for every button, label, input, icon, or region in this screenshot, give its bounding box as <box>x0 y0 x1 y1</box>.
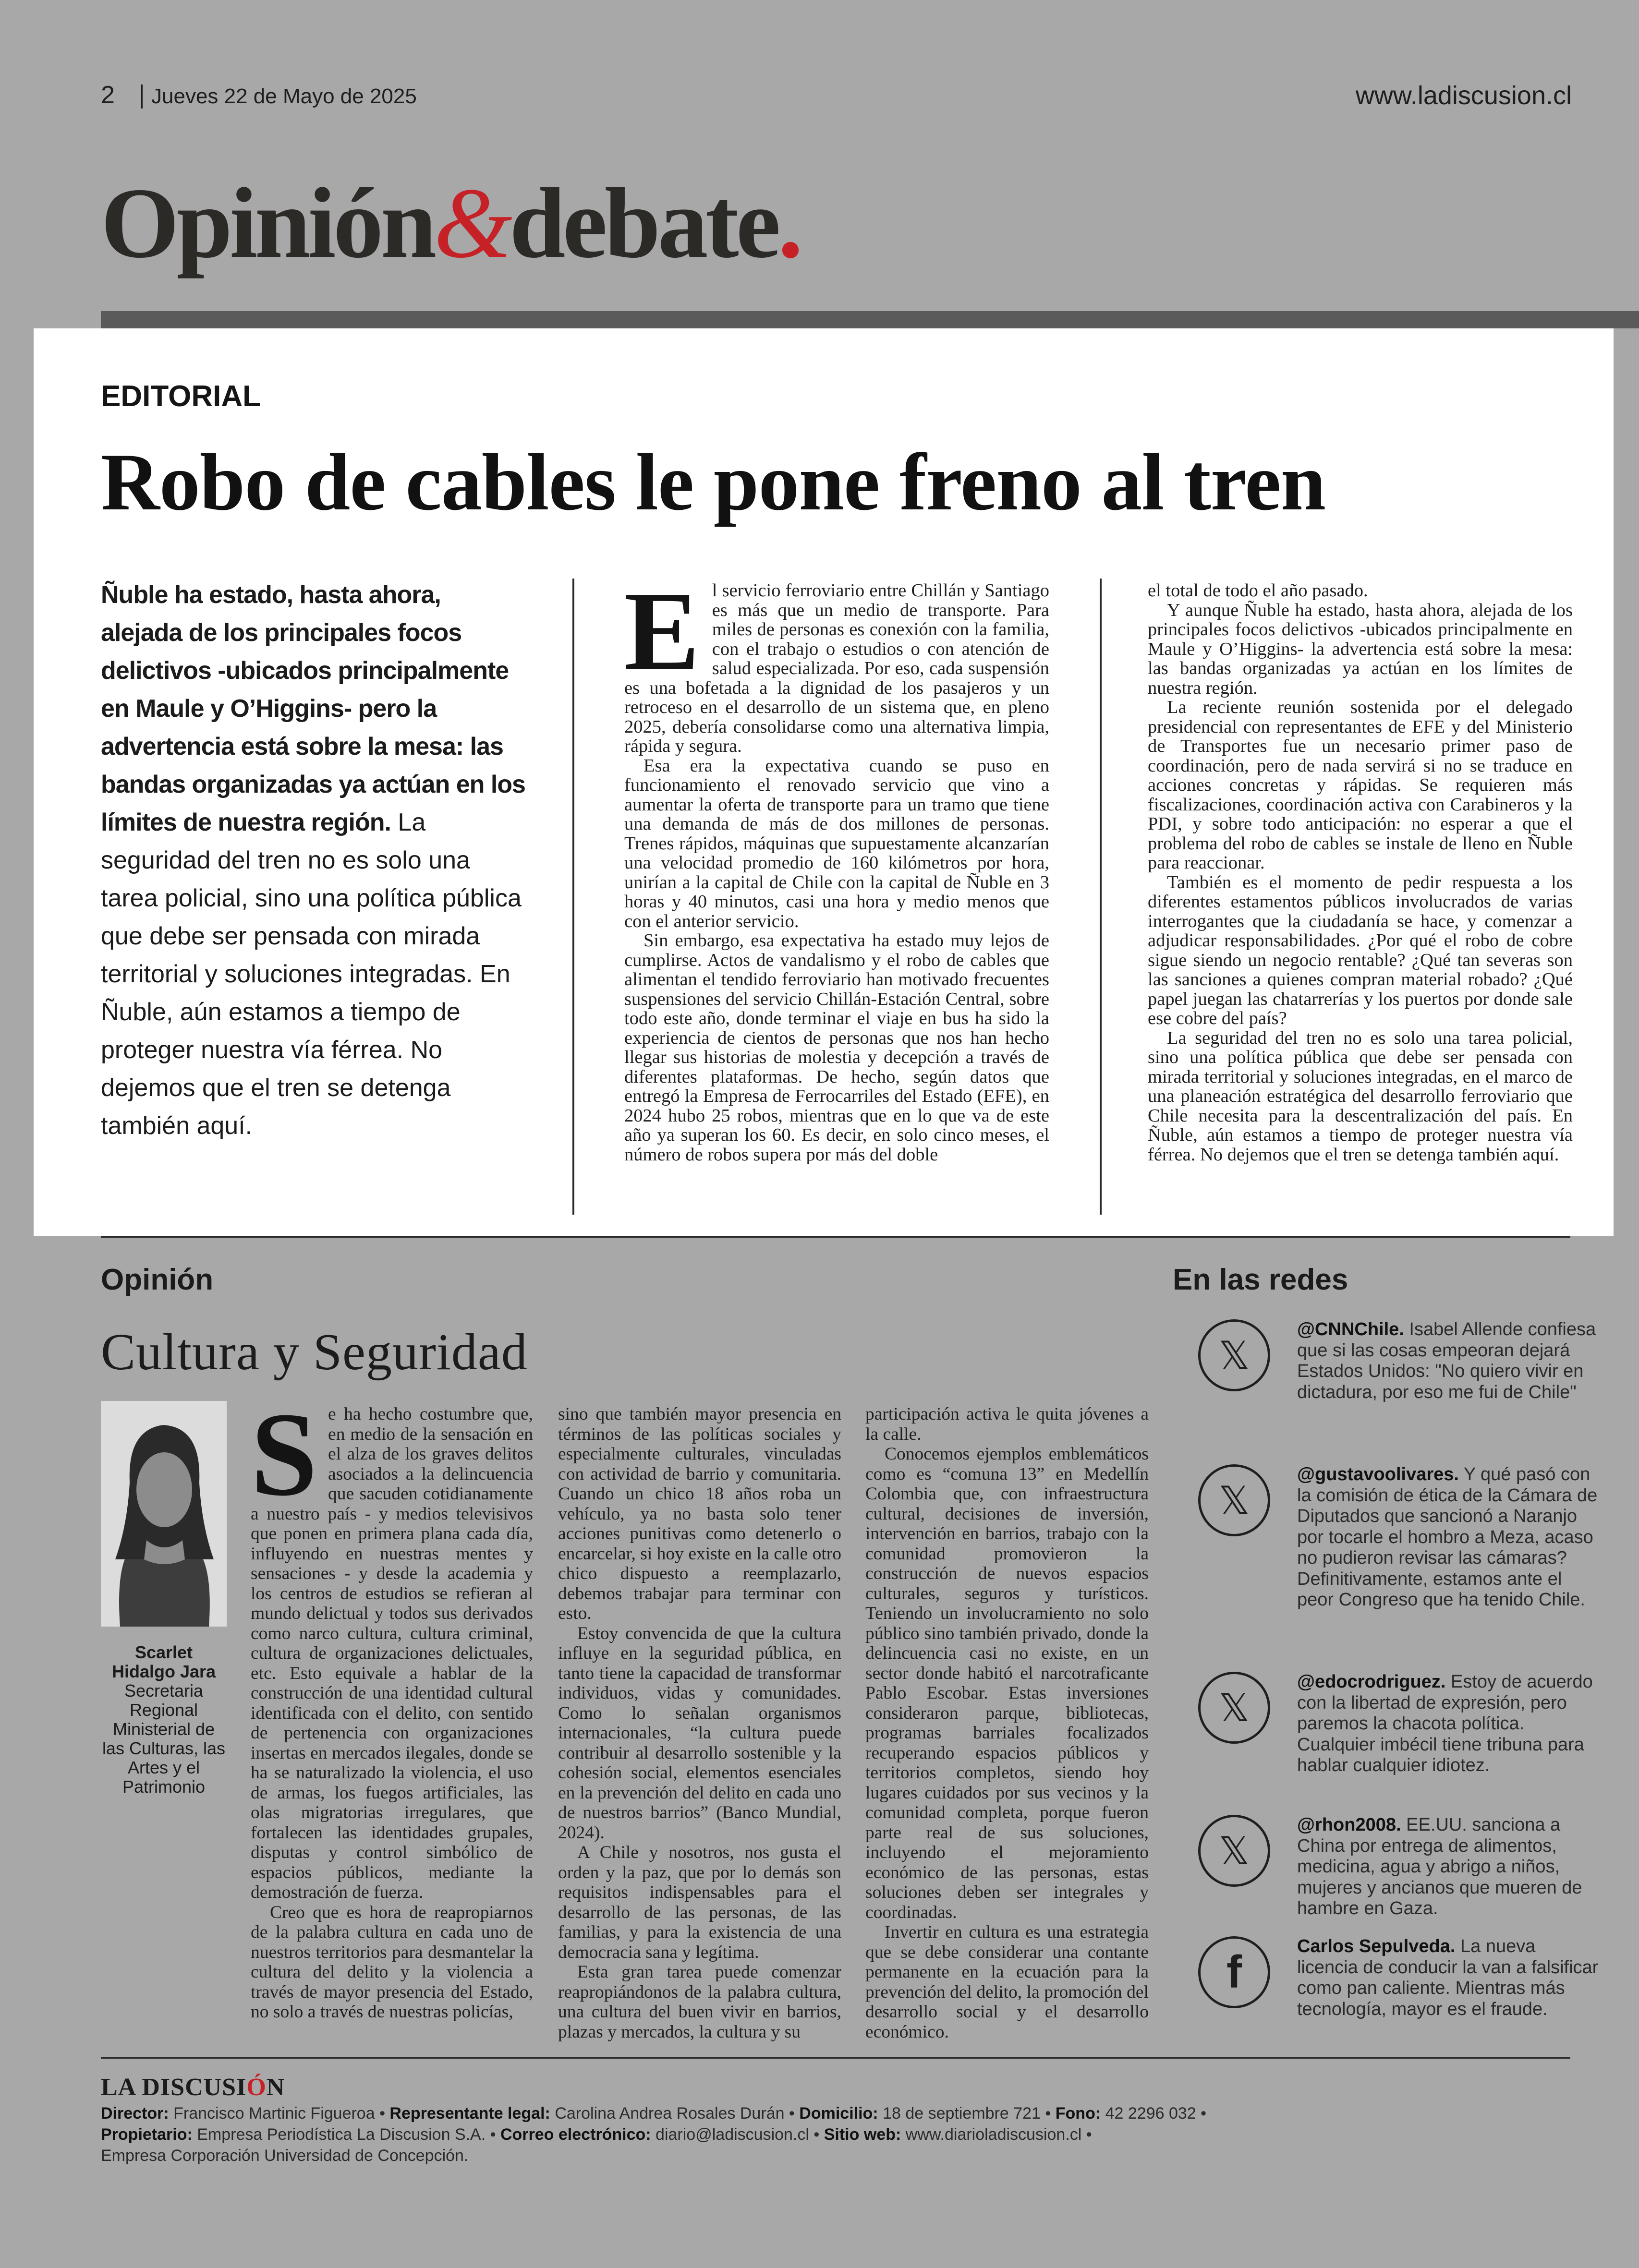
director-value: Francisco Martinic Figueroa • <box>169 2104 390 2123</box>
paragraph: Estoy convencida de que la cultura influye en la seguridad pública, en tanto tiene la capacidad de transformar individuos, vidas y comunidades. Como lo señalan organismos internacionales, “la cultura puede contribuir al desarrollo sostenible y la cohesión social, elementos esenciales en la prevención del delito en cada uno de nuestros barrios” (Banco Mundial, 2024). <box>558 1623 841 1843</box>
paragraph: La reciente reunión sostenida por el delegado presidencial con representantes de EFE y del Ministerio de Transportes fue un necesario primer paso de coordinación, pero de nada servirá si no se traduce en acciones concretas y rápidas. Se requieren más fiscalizaciones, coordinación activa con Carabineros y la PDI, y sobre todo anticipación: no esperar a que el problema del robo de cables se instale de lleno en Ñuble para reaccionar. <box>1148 697 1573 873</box>
paragraph: el total de todo el año pasado. <box>1148 580 1368 601</box>
social-post-body: Isabel Allende confiesa que si las cosas empeoran dejará Estados Unidos: "No quiero vivir en dictadura, por eso me fui de Chile" <box>1297 1319 1596 1402</box>
section-title-ampersand: & <box>434 168 510 279</box>
brand-text: LA DISCUSI <box>101 2074 247 2101</box>
issue-date: Jueves 22 de Mayo de 2025 <box>151 84 417 108</box>
author-info <box>101 1643 227 1797</box>
editorial-column-1 <box>624 568 1049 1165</box>
editorial-lead <box>101 576 528 1145</box>
paragraph: Creo que es hora de reapropiarnos de la palabra cultura en cada uno de nuestros territorios para desmantelar la cultura del delito y la violencia a través de mayor presencia del Estado, no solo a través de nuestras policías, <box>251 1902 533 2022</box>
social-post-body: EE.UU. sanciona a China por entrega de alimentos, medicina, agua y abrigo a niños, mujeres y ancianos que mueren de hambre en Gaza. <box>1297 1815 1582 1918</box>
section-divider <box>101 1236 1570 1238</box>
section-bar <box>101 311 1639 328</box>
owner-label: Propietario: <box>101 2125 193 2144</box>
social-handle[interactable]: @edocrodriguez. <box>1297 1672 1446 1692</box>
page-number: 2 <box>101 81 115 109</box>
paragraph: l servicio ferroviario entre Chillán y Santiago es más que un medio de transporte. Para miles de personas es conexión con la familia, con el trabajo o estudios o con atención de salud especializada. Por eso, cada suspensión es una bofetada a la dignidad de los pasajeros y un retroceso en el desarrollo de un sistema que, en pleno 2025, debería consolidarse como una alternativa limpia, rápida y segura. <box>624 580 1049 756</box>
legal-rep-label: Representante legal: <box>389 2104 550 2123</box>
director-label: Director: <box>101 2104 169 2123</box>
newspaper-brand <box>101 2073 285 2101</box>
social-handle[interactable]: @rhon2008. <box>1297 1815 1401 1835</box>
social-handle[interactable]: Carlos Sepulveda. <box>1297 1936 1456 1956</box>
paragraph: e ha hecho costumbre que, en medio de la sensación en el alza de los graves delitos asociados a la delincuencia que sacuden cotidianamente a nuestro país - y medios televisivos que ponen en primera plana cada día, influyendo en nuestras mentes y sensaciones - y desde la academia y los centros de estudios se refieran al mundo delictual y todos sus derivados como narco cultura, cultura criminal, cultura de organizaciones delictuales, etc. Esto equivale a hablar de la construcción de una identidad cultural identificada con el delito, con sentido de pertenencia con organizaciones insertas en mercados ilegales, donde se ha se naturalizado la violencia, el uso de armas, los fuegos artificiales, las olas migratorias irregulares, que fortalecen las identidades grupales, disputas y control simbólico de espacios públicos, mediante la demostración de fuerza. <box>251 1404 533 1902</box>
social-label: En las redes <box>1173 1263 1348 1296</box>
opinion-column-3 <box>865 1404 1149 2042</box>
website-value[interactable]: www.diarioladiscusion.cl • <box>901 2125 1092 2144</box>
editorial-lead-bold: Ñuble ha estado, hasta ahora, alejada de los principales focos delictivos -ubicados principalmente en Maule y O’Higgins- pero la advertencia está sobre la mesa: las bandas organizadas ya actúan en los límites de nuestra región. <box>101 581 525 836</box>
paragraph: Y aunque Ñuble ha estado, hasta ahora, alejada de los principales focos delictivos -ubicados principalmente en Maule y O’Higgins- la advertencia está sobre la mesa: las bandas organizadas ya actúan en los límites de nuestra región. <box>1148 600 1573 698</box>
opinion-label: Opinión <box>101 1263 214 1296</box>
email-value[interactable]: diario@ladiscusion.cl • <box>651 2125 824 2144</box>
paragraph: Sin embargo, esa expectativa ha estado muy lejos de cumplirse. Actos de vandalismo y el robo de cables que alimentan el tendido ferroviario han motivado frecuentes suspensiones del servicio Chillán-Estación Central, sobre todo este año, donde terminar el viaje en bus ha sido la experiencia de cientos de personas que nos han hecho llegar sus historias de molestia y decepción a través de diferentes plataformas. De hecho, según datos que entregó la Empresa de Ferrocarriles del Estado (EFE), en 2024 hubo 25 robos, mientras que en lo que va de este año ya superan los 60. Es decir, en solo cinco meses, el número de robos supera por más del doble <box>624 930 1049 1165</box>
phone-value: 42 2296 032 • <box>1101 2104 1207 2123</box>
masthead-line-3: Empresa Corporación Universidad de Concepción. <box>101 2147 469 2165</box>
column-divider <box>1100 579 1102 1215</box>
x-logo-icon: 𝕏 <box>1198 1815 1270 1887</box>
owner-value: Empresa Periodística La Discusion S.A. • <box>192 2125 500 2144</box>
social-post-text <box>1297 1464 1600 1611</box>
section-title <box>101 168 801 279</box>
social-post-body: Estoy de acuerdo con la libertad de expresión, pero paremos la chacota política. Cualquier imbécil tiene tribuna para hablar cualquier idiotez. <box>1297 1672 1593 1775</box>
masthead-line-1 <box>101 2103 1570 2124</box>
social-handle[interactable]: @gustavoolivares. <box>1297 1464 1459 1484</box>
x-logo-icon: 𝕏 <box>1198 1319 1270 1391</box>
legal-rep-value: Carolina Andrea Rosales Durán • <box>550 2104 800 2123</box>
paragraph: sino que también mayor presencia en términos de las políticas sociales y especialmente culturales, vinculadas con actividad de barrio y comunitaria. Cuando un chico 18 años roba un vehículo, ya no basta solo tener acciones punitivas como detenerlo o encarcelar, si hoy existe en la calle otro chico dispuesto a reemplazarlo, debemos trabajar para terminar con esto. <box>558 1404 841 1623</box>
address-value: 18 de septiembre 721 • <box>878 2104 1056 2123</box>
x-logo-icon: 𝕏 <box>1198 1464 1270 1536</box>
editorial-column-2 <box>1148 581 1573 1164</box>
brand-text: N <box>266 2074 285 2101</box>
phone-label: Fono: <box>1055 2104 1101 2123</box>
x-logo-icon: 𝕏 <box>1198 1672 1270 1744</box>
opinion-title: Cultura y Seguridad <box>101 1324 528 1381</box>
paragraph: También es el momento de pedir respuesta a los diferentes estamentos públicos involucrados de varias interrogantes que la ciudadanía se hace, y comenzar a adjudicar responsabilidades. ¿Por qué el robo de cobre sigue siendo un negocio rentable? ¿Qué tan severas son las sanciones a quienes compran material robado? ¿Qué papel juegan las chatarrerías y los puertos por donde sale ese cobre del país? <box>1148 872 1573 1028</box>
social-post-body: La nueva licencia de conducir la van a falsificar como pan caliente. Mientras más tecnología, mayor es el fraude. <box>1297 1936 1599 2019</box>
paragraph: Conocemos ejemplos emblemáticos como es “comuna 13” en Medellín Colombia que, con infraestructura cultural, decisiones de inversión, intervención en barrios, trabajo con la comunidad promovieron la construcción de nuevos espacios culturales, seguros y turísticos. Teniendo un involucramiento no solo público sino también privado, donde la delincuencia casi no existe, en un sector donde habitó el narcotraficante Pablo Escobar. Estas inversiones consideraron parque, bibliotecas, programas barriales focalizados recuperando espacios públicos y territorios completos, siendo hoy lugares cuidados por sus vecinos y la comunidad completa, porque fueron parte real de sus soluciones, incluyendo el mejoramiento económico de las personas, estas soluciones deben ser integrales y coordinadas. <box>865 1444 1149 1922</box>
social-post-body: Y qué pasó con la comisión de ética de la Cámara de Diputados que sancionó a Naranjo por tocarle el hombro a Meza, acaso no pudieron revisar las cámaras? Definitivamente, estamos ante el peor Congreso que ha tenido Chile. <box>1297 1464 1598 1610</box>
website-label: Sitio web: <box>824 2125 901 2144</box>
author-name: Scarlet Hidalgo Jara <box>111 1642 216 1681</box>
header-divider <box>141 84 143 109</box>
paragraph: A Chile y nosotros, nos gusta el orden y la paz, que por lo demás son requisitos indispensables para el desarrollo de las personas, de las familias, y para la existencia de una democracia sana y legítima. <box>558 1843 841 1962</box>
email-label: Correo electrónico: <box>500 2125 651 2144</box>
editorial-label: EDITORIAL <box>101 380 261 413</box>
address-label: Domicilio: <box>799 2104 878 2123</box>
opinion-column-2 <box>558 1404 841 2042</box>
social-post-text <box>1297 1672 1600 1776</box>
drop-cap: E <box>624 568 700 693</box>
paragraph: La seguridad del tren no es solo una tarea policial, sino una política pública que debe ser pensada con mirada territorial y soluciones integradas, en el marco de una planeación estratégica del desarrollo ferroviario que Chile necesita para la descentralización del país. En Ñuble, aún estamos a tiempo de proteger nuestra vía férrea. No dejemos que el tren se detenga también aquí. <box>1148 1027 1573 1165</box>
social-post-text <box>1297 1936 1600 2020</box>
site-url[interactable]: www.ladiscusion.cl <box>1355 81 1572 110</box>
social-handle[interactable]: @CNNChile. <box>1297 1319 1404 1339</box>
section-title-word2: debate <box>509 168 778 279</box>
paragraph: Esta gran tarea puede comenzar reapropiándonos de la palabra cultura, una cultura del buen vivir en barrios, plazas y mercados, la cultura y su <box>558 1962 841 2042</box>
paragraph: Invertir en cultura es una estrategia que se debe considerar una contante permanente en la ecuación para la prevención del delito, la promoción del desarrollo social y el desarrollo económico. <box>865 1922 1149 2042</box>
paragraph: participación activa le quita jóvenes a la calle. <box>865 1404 1149 1444</box>
section-title-dot: . <box>777 168 801 279</box>
masthead-info <box>101 2103 1570 2166</box>
brand-accent-letter: Ó <box>246 2074 267 2101</box>
author-photo <box>101 1401 227 1627</box>
social-post-text <box>1297 1815 1600 1919</box>
editorial-headline: Robo de cables le pone freno al tren <box>101 437 1326 527</box>
masthead-line-2 <box>101 2124 1570 2145</box>
footer-divider <box>101 2057 1570 2059</box>
social-post-text <box>1297 1319 1600 1403</box>
section-title-word1: Opinión <box>101 168 434 279</box>
opinion-column-1 <box>251 1388 533 2022</box>
facebook-logo-icon: f <box>1198 1936 1270 2008</box>
paragraph: Esa era la expectativa cuando se puso en funcionamiento el renovado servicio que vino a aumentar la oferta de transporte para un tramo que tiene una demanda de más de dos millones de personas. Trenes rápidos, máquinas que supuestamente alcanzarían una velocidad promedio de 160 kilómetros por hora, unirían a la capital de Chile con la capital de Ñuble en 3 horas y 40 minutos, casi una hora y medio menos que con el anterior servicio. <box>624 755 1049 931</box>
author-role: Secretaria Regional Ministerial de las Culturas, las Artes y el Patrimonio <box>102 1681 226 1797</box>
editorial-lead-rest: La seguridad del tren no es solo una tarea policial, sino una política pública que debe ser pensada con mirada territorial y soluciones integradas. En Ñuble, aún estamos a tiempo de proteger nuestra vía férrea. No dejemos que el tren se detenga también aquí. <box>101 808 522 1140</box>
drop-cap: S <box>251 1388 318 1521</box>
column-divider <box>572 579 574 1215</box>
